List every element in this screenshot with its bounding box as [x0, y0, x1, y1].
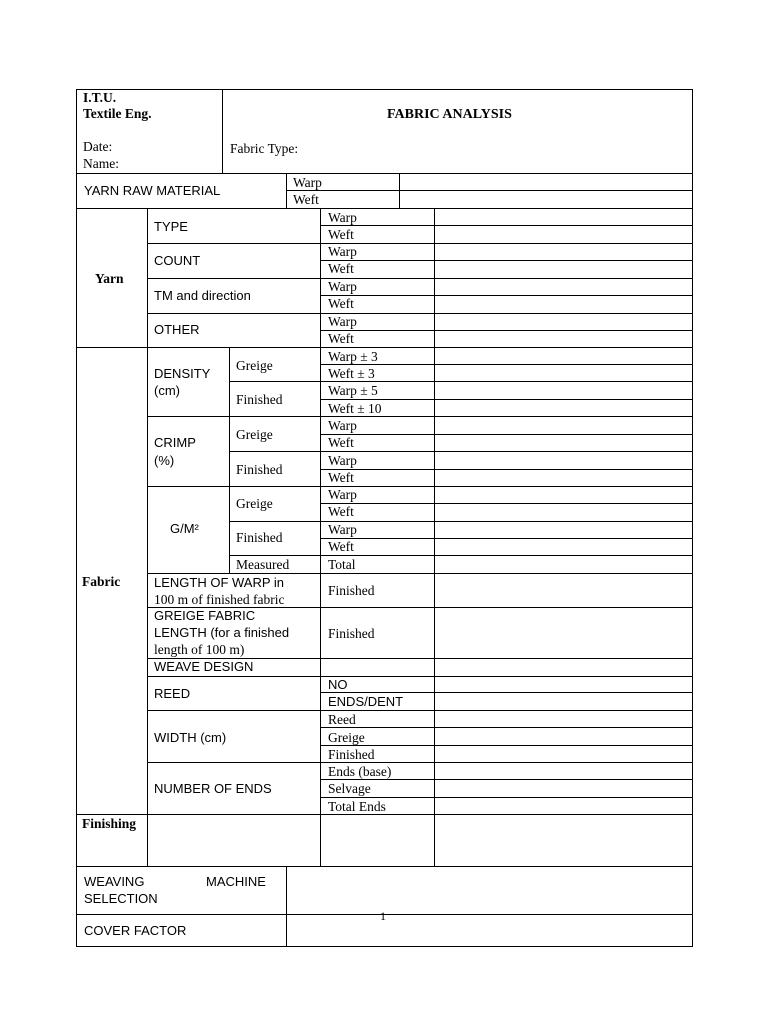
weaving-word2: MACHINE [206, 874, 266, 889]
grid-hline [320, 503, 693, 504]
grid-hline [147, 486, 693, 487]
yarn-other-weft: Weft [328, 331, 354, 346]
yarn-tm-label: TM and direction [154, 288, 251, 303]
density-warp-finished: Warp ± 5 [328, 383, 378, 398]
fabric-type-label: Fabric Type: [230, 141, 299, 156]
gsm-greige-warp: Warp [328, 487, 357, 502]
grid-hline [76, 208, 693, 209]
grid-hline [320, 295, 693, 296]
gsm-measured-total: Total [328, 557, 356, 572]
crimp-greige-weft: Weft [328, 435, 354, 450]
grid-hline [147, 278, 693, 279]
grid-hline [147, 710, 693, 711]
crimp-finished-warp: Warp [328, 453, 357, 468]
grid-vline [147, 208, 148, 867]
page-number: 1 [380, 909, 386, 923]
grid-vline [76, 89, 77, 947]
crimp-greige-warp: Warp [328, 418, 357, 433]
yarn-count-warp: Warp [328, 244, 357, 259]
grid-hline [147, 313, 693, 314]
gsm-finished-weft: Weft [328, 539, 354, 554]
yarn-count-label: COUNT [154, 253, 201, 268]
grid-hline [76, 866, 693, 867]
yarn-type-label: TYPE [154, 219, 188, 234]
number-of-ends-label: NUMBER OF ENDS [154, 781, 272, 796]
grid-hline [147, 243, 693, 244]
density-label-line1: DENSITY [154, 366, 211, 381]
greige-length-finished: Finished [328, 626, 375, 641]
length-warp-finished: Finished [328, 583, 375, 598]
grid-hline [229, 451, 693, 452]
ends-selvage: Selvage [328, 781, 371, 796]
density-label-line2: (cm) [154, 383, 180, 398]
density-greige-label: Greige [236, 358, 273, 373]
density-warp-greige: Warp ± 3 [328, 349, 378, 364]
grid-hline [229, 521, 693, 522]
yarn-group-label: Yarn [95, 271, 124, 286]
gsm-finished-label: Finished [236, 530, 283, 545]
grid-vline [222, 89, 223, 174]
grid-hline [147, 416, 693, 417]
density-weft-finished: Weft ± 10 [328, 401, 382, 416]
finishing-label: Finishing [82, 816, 137, 831]
reed-label: REED [154, 686, 191, 701]
yarn-count-weft: Weft [328, 261, 354, 276]
crimp-finished-weft: Weft [328, 470, 354, 485]
page-title: FABRIC ANALYSIS [387, 107, 512, 122]
greige-length-line1: GREIGE FABRIC [154, 608, 256, 623]
name-label: Name: [83, 156, 119, 171]
date-label: Date: [83, 139, 113, 154]
yarn-type-warp: Warp [328, 210, 357, 225]
gsm-measured-label: Measured [236, 557, 290, 572]
grid-hline [320, 434, 693, 435]
density-weft-greige: Weft ± 3 [328, 366, 375, 381]
yarn-raw-material-label: YARN RAW MATERIAL [84, 183, 221, 198]
cover-factor-label: COVER FACTOR [84, 923, 187, 938]
weave-design-label: WEAVE DESIGN [154, 659, 254, 674]
grid-hline [320, 727, 693, 728]
grid-hline [320, 469, 693, 470]
gsm-finished-warp: Warp [328, 522, 357, 537]
yarn-other-label: OTHER [154, 322, 200, 337]
width-finished: Finished [328, 747, 375, 762]
yarn-tm-weft: Weft [328, 296, 354, 311]
grid-hline [76, 89, 693, 90]
yarn-type-weft: Weft [328, 227, 354, 242]
grid-vline [286, 173, 287, 209]
weaving-word3: SELECTION [84, 891, 158, 906]
ends-base: Ends (base) [328, 764, 392, 779]
width-greige: Greige [328, 730, 365, 745]
yarn-tm-warp: Warp [328, 279, 357, 294]
grid-hline [229, 381, 693, 382]
width-label: WIDTH (cm) [154, 730, 227, 745]
length-warp-line2: 100 m of finished fabric [154, 592, 285, 607]
reed-ends-dent-label: ENDS/DENT [328, 694, 404, 709]
gsm-greige-weft: Weft [328, 504, 354, 519]
ends-total: Total Ends [328, 799, 386, 814]
grid-hline [229, 555, 693, 556]
greige-length-line2: LENGTH (for a finished [154, 625, 290, 640]
crimp-label-line2: (%) [154, 453, 175, 468]
grid-hline [320, 538, 693, 539]
density-finished-label: Finished [236, 392, 283, 407]
grid-hline [76, 173, 693, 174]
grid-vline [399, 173, 400, 209]
gsm-greige-label: Greige [236, 496, 273, 511]
fabric-group-label: Fabric [82, 574, 121, 589]
raw-weft-label: Weft [293, 192, 319, 207]
grid-hline [76, 347, 693, 348]
grid-hline [286, 190, 693, 191]
width-reed: Reed [328, 712, 356, 727]
grid-hline [320, 330, 693, 331]
grid-hline [320, 225, 693, 226]
grid-hline [320, 260, 693, 261]
grid-hline [147, 762, 693, 763]
crimp-label-line1: CRIMP [154, 435, 196, 450]
grid-vline [286, 866, 287, 947]
institution-line1: I.T.U. [83, 90, 117, 105]
yarn-other-warp: Warp [328, 314, 357, 329]
greige-length-line3: length of 100 m) [154, 642, 245, 657]
length-warp-line1: LENGTH OF WARP in [154, 575, 285, 590]
weaving-word1: WEAVING [84, 874, 145, 889]
grid-hline [147, 676, 693, 677]
grid-vline [692, 89, 693, 947]
institution-line2: Textile Eng. [83, 106, 152, 121]
grid-hline [76, 946, 693, 947]
gsm-label: G/M² [170, 521, 199, 536]
crimp-finished-label: Finished [236, 462, 283, 477]
reed-no-label: NO [328, 677, 348, 692]
crimp-greige-label: Greige [236, 427, 273, 442]
grid-hline [320, 745, 693, 746]
raw-warp-label: Warp [293, 175, 322, 190]
